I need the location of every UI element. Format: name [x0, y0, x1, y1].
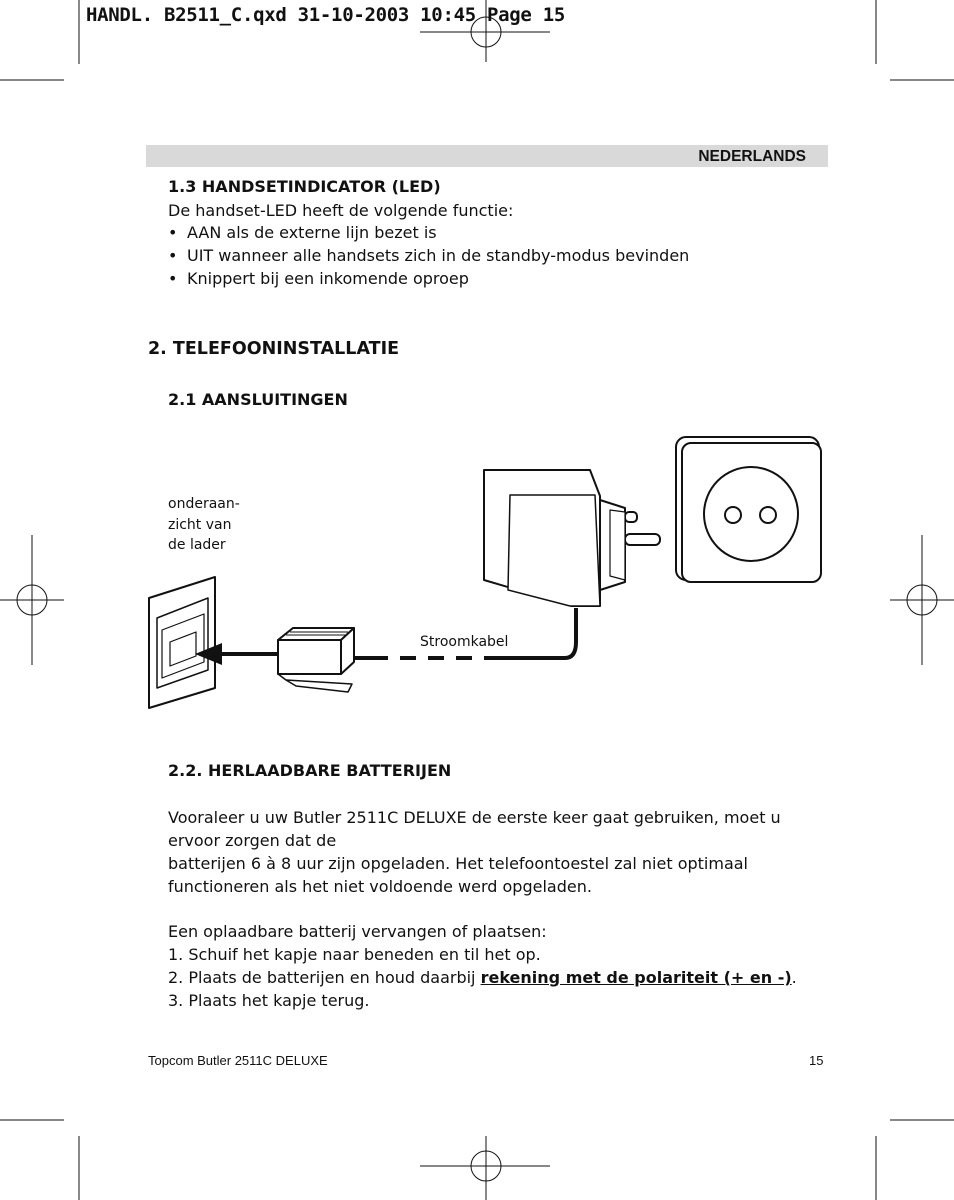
section-1-3-intro: De handset-LED heeft de volgende functie: [168, 201, 514, 220]
battery-paragraph: Vooraleer u uw Butler 2511C DELUXE de eerste keer gaat gebruiken, moet u ervoor zorgen dat de batterijen 6 à 8 uur zijn opgeladen. Het telefoontoestel zal niet optimaal functioneren als het niet voldoende werd opgeladen. [168, 808, 781, 896]
power-adapter-illustration [484, 470, 660, 606]
connection-diagram [140, 430, 840, 720]
step-1: 1. Schuif het kapje naar beneden en til het op. [168, 945, 541, 964]
led-function-list [168, 221, 689, 290]
rj-plug-illustration [278, 628, 354, 692]
section-1-3-heading: 1.3 HANDSETINDICATOR (LED) [168, 177, 441, 196]
step-2: 2. Plaats de batterijen en houd daarbij rekening met de polariteit (+ en -). [168, 968, 797, 987]
list-item: • UIT wanneer alle handsets zich in de standby-modus bevinden [168, 244, 689, 267]
section-2-1-heading: 2.1 AANSLUITINGEN [168, 390, 348, 409]
power-cable-label: Stroomkabel [420, 634, 509, 650]
steps-intro: Een oplaadbare batterij vervangen of plaatsen: [168, 922, 547, 941]
battery-steps [168, 920, 797, 1012]
language-header-bar [146, 145, 828, 167]
footer-product: Topcom Butler 2511C DELUXE [148, 1053, 328, 1068]
list-item: • AAN als de externe lijn bezet is [168, 221, 689, 244]
section-2-2-heading: 2.2. HERLAADBARE BATTERIJEN [168, 761, 452, 780]
power-cable-illustration [354, 608, 576, 658]
language-label: NEDERLANDS [698, 148, 806, 165]
page-number: 15 [809, 1053, 824, 1068]
printer-slug: HANDL. B2511_C.qxd 31-10-2003 10:45 Page 15 [86, 4, 565, 26]
list-item: • Knippert bij een inkomende oproep [168, 267, 689, 290]
wall-socket-illustration [676, 437, 821, 582]
polarity-emphasis: rekening met de polariteit (+ en -) [480, 968, 792, 987]
step-3: 3. Plaats het kapje terug. [168, 991, 370, 1010]
charger-jack-illustration [149, 577, 215, 708]
charger-bottom-view-label: onderaan- zicht van de lader [168, 496, 240, 553]
section-2-heading: 2. TELEFOONINSTALLATIE [148, 339, 400, 359]
